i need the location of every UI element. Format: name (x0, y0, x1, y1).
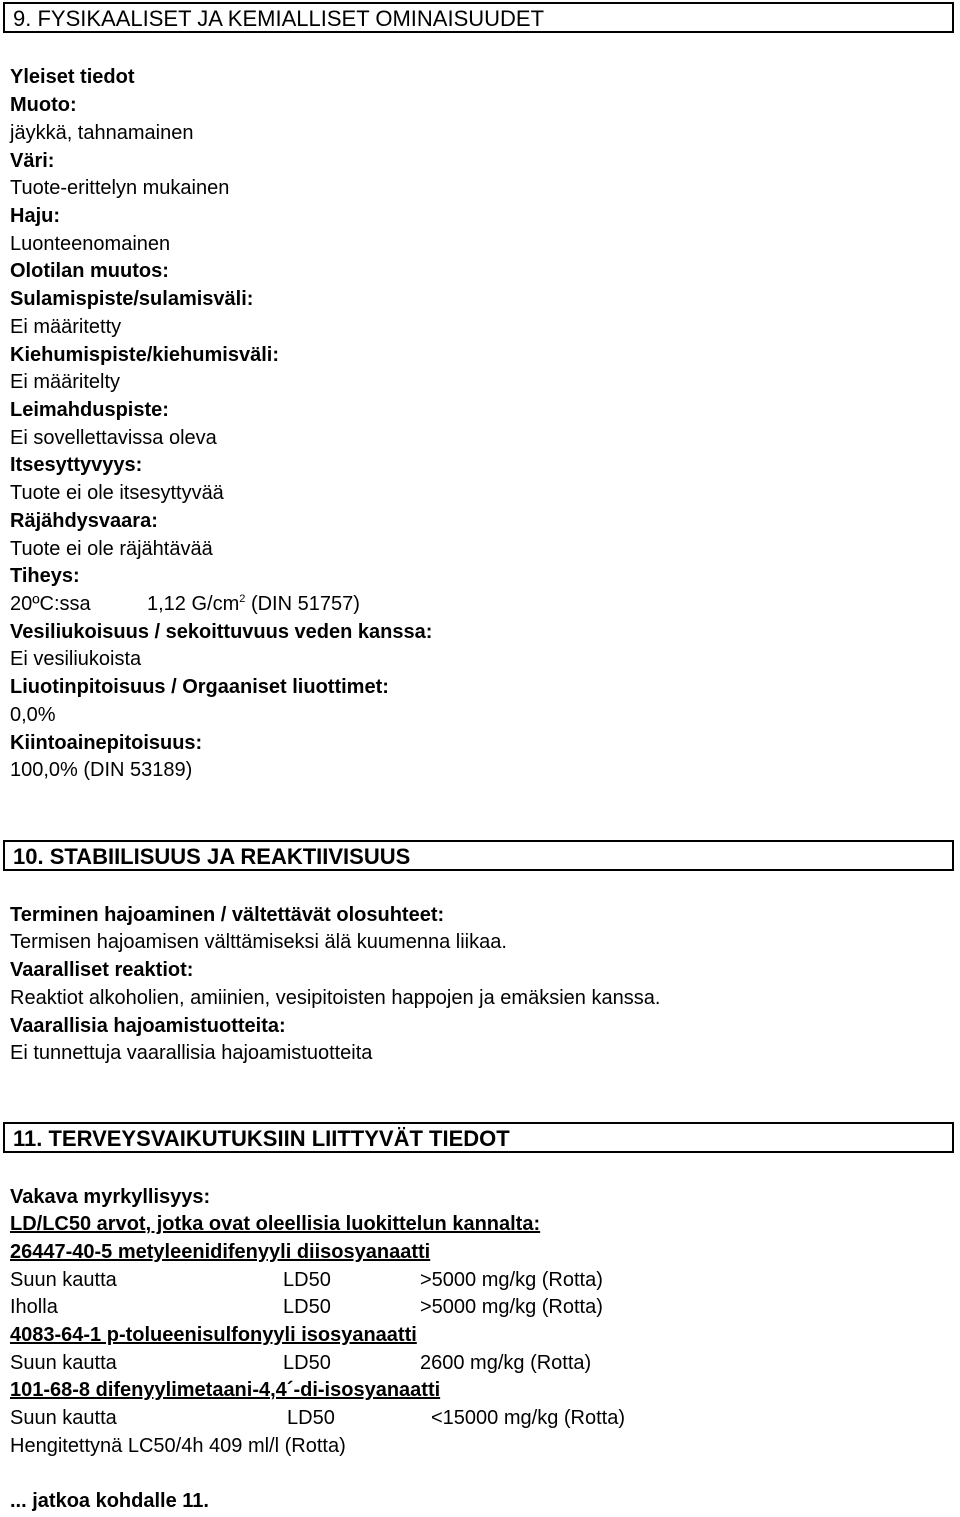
reactions-value: Reaktiot alkoholien, amiinien, vesipitoisten happojen ja emäksien kanssa. (10, 987, 661, 1009)
form-value: jäykkä, tahnamainen (10, 122, 194, 144)
decomp-value: Ei tunnettuja vaarallisia hajoamistuotteita (10, 1042, 373, 1064)
substance-name: 4083-64-1 p-tolueenisulfonyyli isosyanaatti (10, 1324, 417, 1346)
solvent-value: 0,0% (10, 704, 56, 726)
explosion-value: Tuote ei ole räjähtävää (10, 538, 213, 560)
selfignition-value: Tuote ei ole itsesyttyvää (10, 482, 224, 504)
substance-name: 101-68-8 difenyylimetaani-4,4´-di-isosyanaatti (10, 1379, 441, 1401)
solvent-label: Liuotinpitoisuus / Orgaaniset liuottimet: (10, 676, 389, 698)
test-type: LD50 (283, 1296, 331, 1318)
test-type: LD50 (283, 1352, 331, 1374)
solubility-value: Ei vesiliukoista (10, 648, 142, 670)
melting-value: Ei määritetty (10, 316, 122, 338)
solids-label: Kiintoainepitoisuus: (10, 732, 203, 754)
toxicity-value: >5000 mg/kg (Rotta) (420, 1269, 603, 1291)
density-value (147, 591, 360, 617)
section-10-title: 10. STABIILISUUS JA REAKTIIVISUUS (13, 844, 411, 869)
form-label: Muoto: (10, 94, 77, 116)
inhalation-row: Hengitettynä LC50/4h 409 ml/l (Rotta) (10, 1435, 346, 1457)
continued-note: ... jatkoa kohdalle 11. (10, 1490, 209, 1512)
density-row (10, 591, 410, 617)
solubility-label: Vesiliukoisuus / sekoittuvuus veden kanssa: (10, 621, 433, 643)
route: Iholla (10, 1296, 58, 1318)
flash-label: Leimahduspiste: (10, 399, 169, 421)
thermal-label: Terminen hajoaminen / vältettävät olosuhteet: (10, 904, 445, 926)
density-superscript: 2 (239, 593, 246, 605)
density-label: Tiheys: (10, 565, 80, 587)
general-heading: Yleiset tiedot (10, 66, 135, 88)
toxicity-row (10, 1405, 710, 1431)
melting-label: Sulamispiste/sulamisväli: (10, 288, 254, 310)
toxicity-value: <15000 mg/kg (Rotta) (431, 1407, 625, 1429)
section-9-title: 9. FYSIKAALISET JA KEMIALLISET OMINAISUUDET (13, 6, 545, 31)
density-number: 1,12 G/cm (147, 593, 240, 615)
route: Suun kautta (10, 1407, 117, 1429)
route: Suun kautta (10, 1269, 117, 1291)
test-type: LD50 (283, 1269, 331, 1291)
toxicity-row (10, 1294, 710, 1320)
state-change-label: Olotilan muutos: (10, 260, 169, 282)
solids-value: 100,0% (DIN 53189) (10, 759, 193, 781)
flash-value: Ei sovellettavissa oleva (10, 427, 217, 449)
boiling-label: Kiehumispiste/kiehumisväli: (10, 344, 279, 366)
odor-label: Haju: (10, 205, 60, 227)
odor-value: Luonteenomainen (10, 233, 171, 255)
reactions-label: Vaaralliset reaktiot: (10, 959, 194, 981)
thermal-value: Termisen hajoamisen välttämiseksi älä kuumenna liikaa. (10, 931, 507, 953)
ld-values-heading: LD/LC50 arvot, jotka ovat oleellisia luokittelun kannalta: (10, 1213, 541, 1235)
section-11-title: 11. TERVEYSVAIKUTUKSIIN LIITTYVÄT TIEDOT (13, 1126, 510, 1151)
explosion-label: Räjähdysvaara: (10, 510, 158, 532)
selfignition-label: Itsesyttyvyys: (10, 454, 143, 476)
section-11-header (3, 1122, 954, 1153)
toxicity-row (10, 1267, 710, 1293)
boiling-value: Ei määritelty (10, 371, 121, 393)
toxicity-row (10, 1350, 710, 1376)
test-type: LD50 (287, 1407, 335, 1429)
section-9-header (3, 2, 954, 33)
acute-toxicity-label: Vakava myrkyllisyys: (10, 1186, 211, 1208)
density-temp: 20ºC:ssa (10, 593, 91, 615)
toxicity-value: 2600 mg/kg (Rotta) (420, 1352, 592, 1374)
color-value: Tuote-erittelyn mukainen (10, 177, 230, 199)
section-10-header (3, 840, 954, 871)
decomp-label: Vaarallisia hajoamistuotteita: (10, 1015, 286, 1037)
density-standard: (DIN 51757) (250, 593, 360, 615)
toxicity-value: >5000 mg/kg (Rotta) (420, 1296, 603, 1318)
route: Suun kautta (10, 1352, 117, 1374)
color-label: Väri: (10, 150, 55, 172)
substance-name: 26447-40-5 metyleenidifenyyli diisosyanaatti (10, 1241, 431, 1263)
